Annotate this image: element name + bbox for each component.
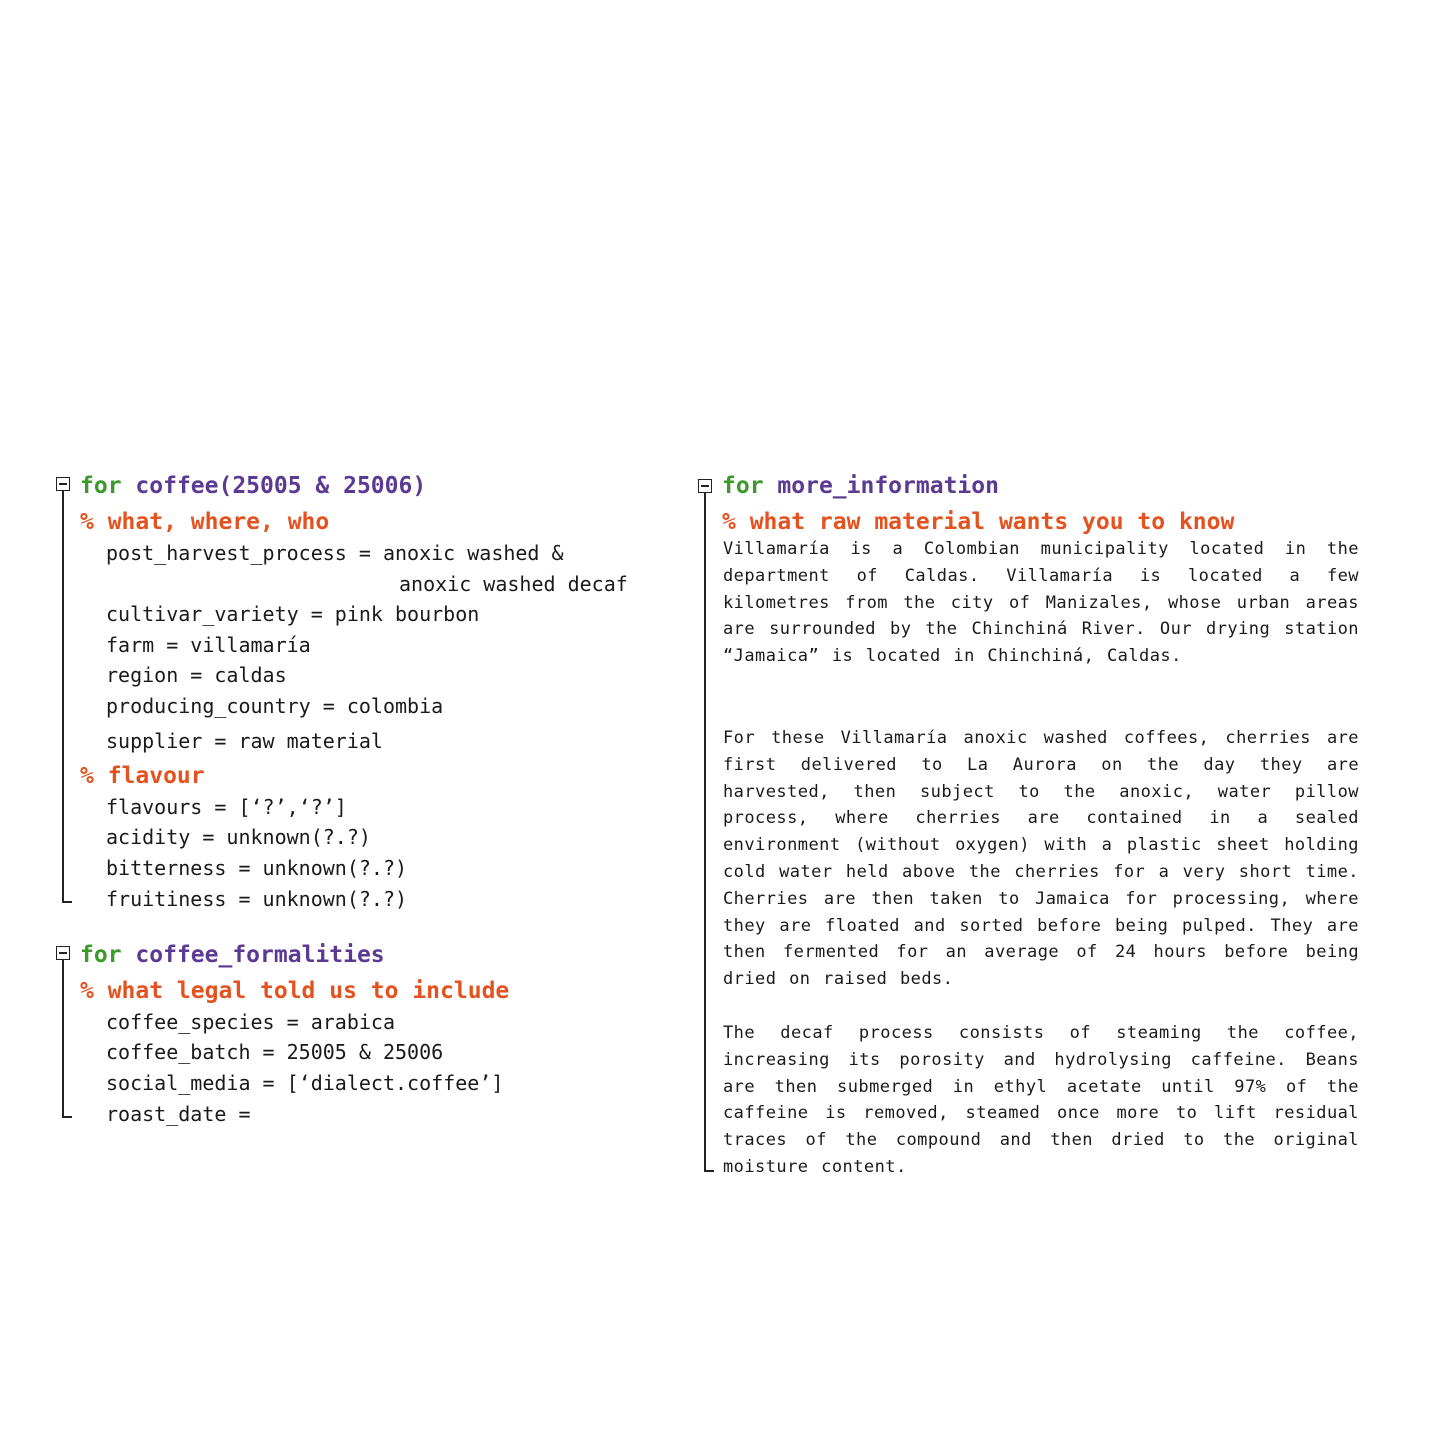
- info-paragraph: Villamaría is a Colombian municipality located in the department of Caldas. Villamaría is located a few kilometres from the city of Manizales, whose urban areas are surrounded by the Chinchiná River. Our drying station “Jamaica” is located in Chinchiná, Caldas.: [723, 539, 1359, 667]
- section-comment: % what legal told us to include: [80, 978, 510, 1004]
- bitterness-line: bitterness = unknown(?.?): [106, 856, 408, 880]
- social-media-line: social_media = [‘dialect.coffee’]: [106, 1071, 504, 1095]
- collapse-toggle-icon[interactable]: [56, 946, 70, 960]
- block-name: coffee_formalities: [135, 942, 385, 968]
- flavours-line: flavours = [‘?’,‘?’]: [106, 795, 347, 819]
- acidity-line: acidity = unknown(?.?): [106, 825, 371, 849]
- info-paragraph: For these Villamaría anoxic washed coffees, cherries are first delivered to La Aurora on the day they are harvested, then subject to the anoxic, water pillow process, where cherries are contained in a sealed environment (without oxygen) with a plastic sheet holding cold water held above the cherries for a very short time. Cherries are then taken to Jamaica for processing, where they are floated and sorted before being pulped. They are then fermented for an average of 24 hours before being dried on raised beds.: [723, 728, 1359, 990]
- block-header: [722, 471, 999, 501]
- farm-line: farm = villamaría: [106, 633, 311, 657]
- roast-date-line: roast_date =: [106, 1102, 251, 1126]
- block-name: more_information: [777, 473, 999, 499]
- post-harvest-process-continuation: anoxic washed decaf: [399, 572, 628, 596]
- fold-guide-end: [704, 1170, 714, 1172]
- fold-guide: [62, 491, 64, 902]
- post-harvest-process-line: post_harvest_process = anoxic washed &: [106, 541, 564, 565]
- section-comment: % what raw material wants you to know: [722, 509, 1235, 535]
- fold-guide-end: [62, 901, 72, 903]
- info-paragraph: The decaf process consists of steaming the coffee, increasing its porosity and hydrolysing caffeine. Beans are then submerged in ethyl acetate until 97% of the caffeine is removed, steamed once more to lift residual traces of the compound and then dried to the original moisture content.: [723, 1023, 1359, 1177]
- fold-guide: [704, 493, 706, 1171]
- coffee-species-line: coffee_species = arabica: [106, 1010, 395, 1034]
- fold-guide: [62, 960, 64, 1117]
- region-line: region = caldas: [106, 663, 287, 687]
- keyword: for: [80, 473, 122, 499]
- block-header: [80, 471, 426, 501]
- fold-guide-end: [62, 1116, 72, 1118]
- fruitiness-line: fruitiness = unknown(?.?): [106, 887, 408, 911]
- cultivar-variety-line: cultivar_variety = pink bourbon: [106, 602, 480, 626]
- collapse-toggle-icon[interactable]: [56, 477, 70, 491]
- supplier-line: supplier = raw material: [106, 729, 383, 753]
- keyword: for: [80, 942, 122, 968]
- block-name: coffee(25005 & 25006): [135, 473, 427, 499]
- keyword: for: [722, 473, 764, 499]
- section-comment: % flavour: [80, 763, 205, 789]
- producing-country-line: producing_country = colombia: [106, 694, 444, 718]
- coffee-batch-line: coffee_batch = 25005 & 25006: [106, 1040, 444, 1064]
- section-comment: % what, where, who: [80, 509, 330, 535]
- collapse-toggle-icon[interactable]: [698, 479, 712, 493]
- block-header: [80, 940, 385, 970]
